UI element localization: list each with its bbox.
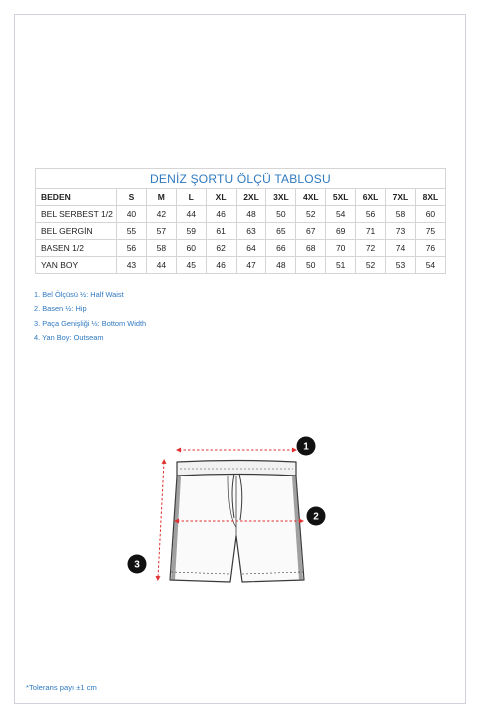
outseam-arrow [158, 462, 164, 578]
table-cell: 54 [415, 257, 445, 274]
header-cell: L [176, 189, 206, 206]
table-cell: 57 [146, 223, 176, 240]
table-cell: 56 [356, 206, 386, 223]
table-cell: 65 [266, 223, 296, 240]
waistband [177, 461, 296, 477]
table-cell: 73 [386, 223, 416, 240]
table-row [36, 223, 446, 240]
header-cell: 7XL [386, 189, 416, 206]
table-cell: 75 [415, 223, 445, 240]
table-cell: 48 [236, 206, 266, 223]
table-cell: 54 [326, 206, 356, 223]
measurement-notes [34, 290, 146, 347]
table-cell: 72 [356, 240, 386, 257]
table-row [36, 206, 446, 223]
table-cell: 69 [326, 223, 356, 240]
table-header-row [36, 189, 446, 206]
header-cell: 8XL [415, 189, 445, 206]
table-cell: 68 [296, 240, 326, 257]
number-badge-2 [307, 507, 326, 526]
header-cell: XL [206, 189, 236, 206]
table-cell: 52 [356, 257, 386, 274]
table-cell: 40 [117, 206, 147, 223]
table-cell: 44 [146, 257, 176, 274]
table-cell: 71 [356, 223, 386, 240]
badge-label: 1 [303, 441, 309, 453]
badge-label: 2 [313, 511, 319, 523]
header-cell: 3XL [266, 189, 296, 206]
shorts-body [170, 476, 304, 582]
table-cell: 76 [415, 240, 445, 257]
table-cell: 46 [206, 206, 236, 223]
table-cell: 62 [206, 240, 236, 257]
table-row [36, 257, 446, 274]
table-cell: 63 [236, 223, 266, 240]
number-badge-1 [297, 437, 316, 456]
table-cell: 52 [296, 206, 326, 223]
table-cell: 47 [236, 257, 266, 274]
table-cell: 66 [266, 240, 296, 257]
tolerance-note: *Tolerans payı ±1 cm [26, 683, 97, 692]
header-cell: 5XL [326, 189, 356, 206]
table-cell: 58 [146, 240, 176, 257]
header-cell: 6XL [356, 189, 386, 206]
header-cell: BEDEN [36, 189, 117, 206]
table-cell: 48 [266, 257, 296, 274]
header-cell: S [117, 189, 147, 206]
shorts-diagram [126, 432, 336, 602]
table-cell: 55 [117, 223, 147, 240]
note-item: 3. Paça Genişliği ½: Bottom Width [34, 318, 147, 328]
number-badge-3 [128, 555, 147, 574]
table-cell: 42 [146, 206, 176, 223]
table-cell: 45 [176, 257, 206, 274]
note-item: 1. Bel Ölçüsü ½: Half Waist [34, 290, 124, 299]
table-cell: 60 [415, 206, 445, 223]
row-label: BASEN 1/2 [36, 240, 117, 257]
table-cell: 51 [326, 257, 356, 274]
header-cell: 2XL [236, 189, 266, 206]
table-cell: 64 [236, 240, 266, 257]
table-cell: 60 [176, 240, 206, 257]
note-item: 2. Basen ½: Hip [34, 304, 87, 314]
table-cell: 58 [386, 206, 416, 223]
table-cell: 67 [296, 223, 326, 240]
table-cell: 61 [206, 223, 236, 240]
table-cell: 59 [176, 223, 206, 240]
row-label: BEL SERBEST 1/2 [36, 206, 117, 223]
row-label: BEL GERGİN [36, 223, 117, 240]
table-cell: 44 [176, 206, 206, 223]
badge-label: 3 [134, 559, 140, 571]
table-cell: 43 [117, 257, 147, 274]
table-cell: 50 [296, 257, 326, 274]
table-cell: 74 [386, 240, 416, 257]
table-cell: 46 [206, 257, 236, 274]
header-cell: 4XL [296, 189, 326, 206]
table-cell: 56 [117, 240, 147, 257]
size-chart-table [35, 168, 446, 274]
row-label: YAN BOY [36, 257, 117, 274]
table-cell: 53 [386, 257, 416, 274]
note-item: 4. Yan Boy: Outseam [34, 332, 104, 342]
table-cell: 50 [266, 206, 296, 223]
table-title: DENİZ ŞORTU ÖLÇÜ TABLOSU [36, 169, 446, 189]
table-row [36, 240, 446, 257]
table-cell: 70 [326, 240, 356, 257]
header-cell: M [146, 189, 176, 206]
